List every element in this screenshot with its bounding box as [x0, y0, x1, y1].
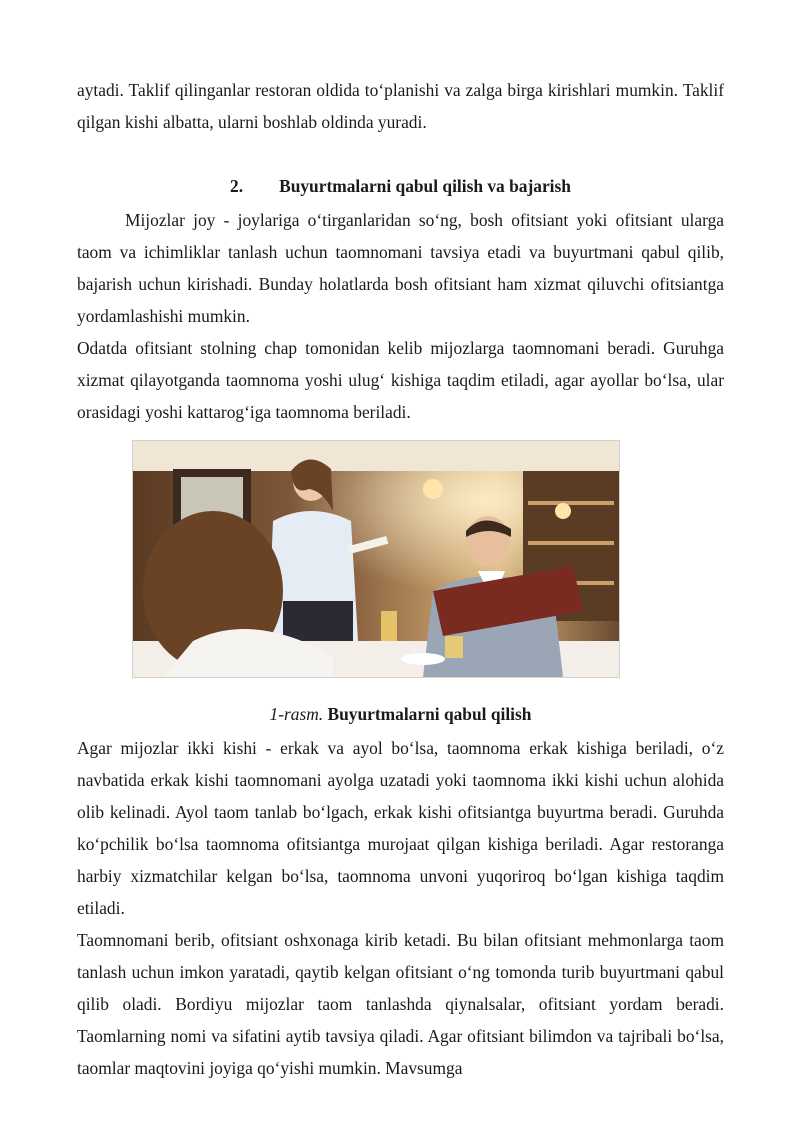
caption-title: Buyurtmalarni qabul qilish [327, 704, 532, 724]
intro-paragraph: aytadi. Taklif qilinganlar restoran oldida to‘planishi va zalga birga kirishlari mumkin. Taklif qilgan kishi albatta, ularni boshlab oldinda yuradi. [77, 80, 724, 132]
paragraph: Odatda ofitsiant stolning chap tomonidan kelib mijozlarga taomnomani beradi. Guruhga xizmat qilayotganda taomnoma yoshi ulug‘ kishiga taqdim etiladi, agar ayollar bo‘lsa, ular orasidagi yoshi kattarog‘iga taomnoma beriladi. [77, 338, 724, 422]
top-paragraphs [77, 204, 724, 428]
figure-caption [77, 698, 724, 730]
intro-section [77, 74, 724, 138]
section-heading [77, 170, 724, 202]
caption-label: 1-rasm. [269, 704, 324, 724]
bottom-paragraphs [77, 732, 724, 1084]
paragraph: Taomnomani berib, ofitsiant oshxonaga kirib ketadi. Bu bilan ofitsiant mehmonlarga taom tanlash uchun imkon yaratadi, qaytib kelgan ofitsiant o‘ng tomonda turib buyurtmani qabul qilib oladi. Bordiyu mijozlar taom tanlashda qiynalsalar, ofitsiant yordam beradi. Taomlarning nomi va sifatini aytib tavsiya qiladi. Agar ofitsiant bilimdon va tajribali bo‘lsa, taomlar maqtovini joyiga qo‘yishi mumkin. Mavsumga [77, 930, 724, 1078]
paragraph: Mijozlar joy - joylariga o‘tirganlaridan so‘ng, bosh ofitsiant yoki ofitsiant ularga taom va ichimliklar tanlash uchun taomnomani tavsiya etadi va buyurtmani qabul qilib, bajarish uchun kirishadi. Bunday holatlarda bosh ofitsiant ham xizmat qiluvchi ofitsiantga yordamlashishi mumkin. [77, 210, 724, 326]
section-number: 2. [230, 176, 244, 196]
paragraph: Agar mijozlar ikki kishi - erkak va ayol bo‘lsa, taomnoma erkak kishiga beriladi, o‘z navbatida erkak kishi taomnomani ayolga uzatadi yoki taomnoma ikki kishi uchun alohida olib kelinadi. Ayol taom tanlab bo‘lgach, erkak kishi ofitsiantga buyurtma beradi. Guruhda ko‘pchilik bo‘lsa taomnoma ofitsiantga murojaat qilgan kishiga beriladi. Agar restoranga harbiy xizmatchilar kelgan bo‘lsa, taomnoma unvoni yuqoriroq bo‘lgan kishiga taqdim etiladi. [77, 738, 724, 918]
section-title: Buyurtmalarni qabul qilish va bajarish [279, 176, 571, 196]
restaurant-photo [132, 440, 620, 678]
